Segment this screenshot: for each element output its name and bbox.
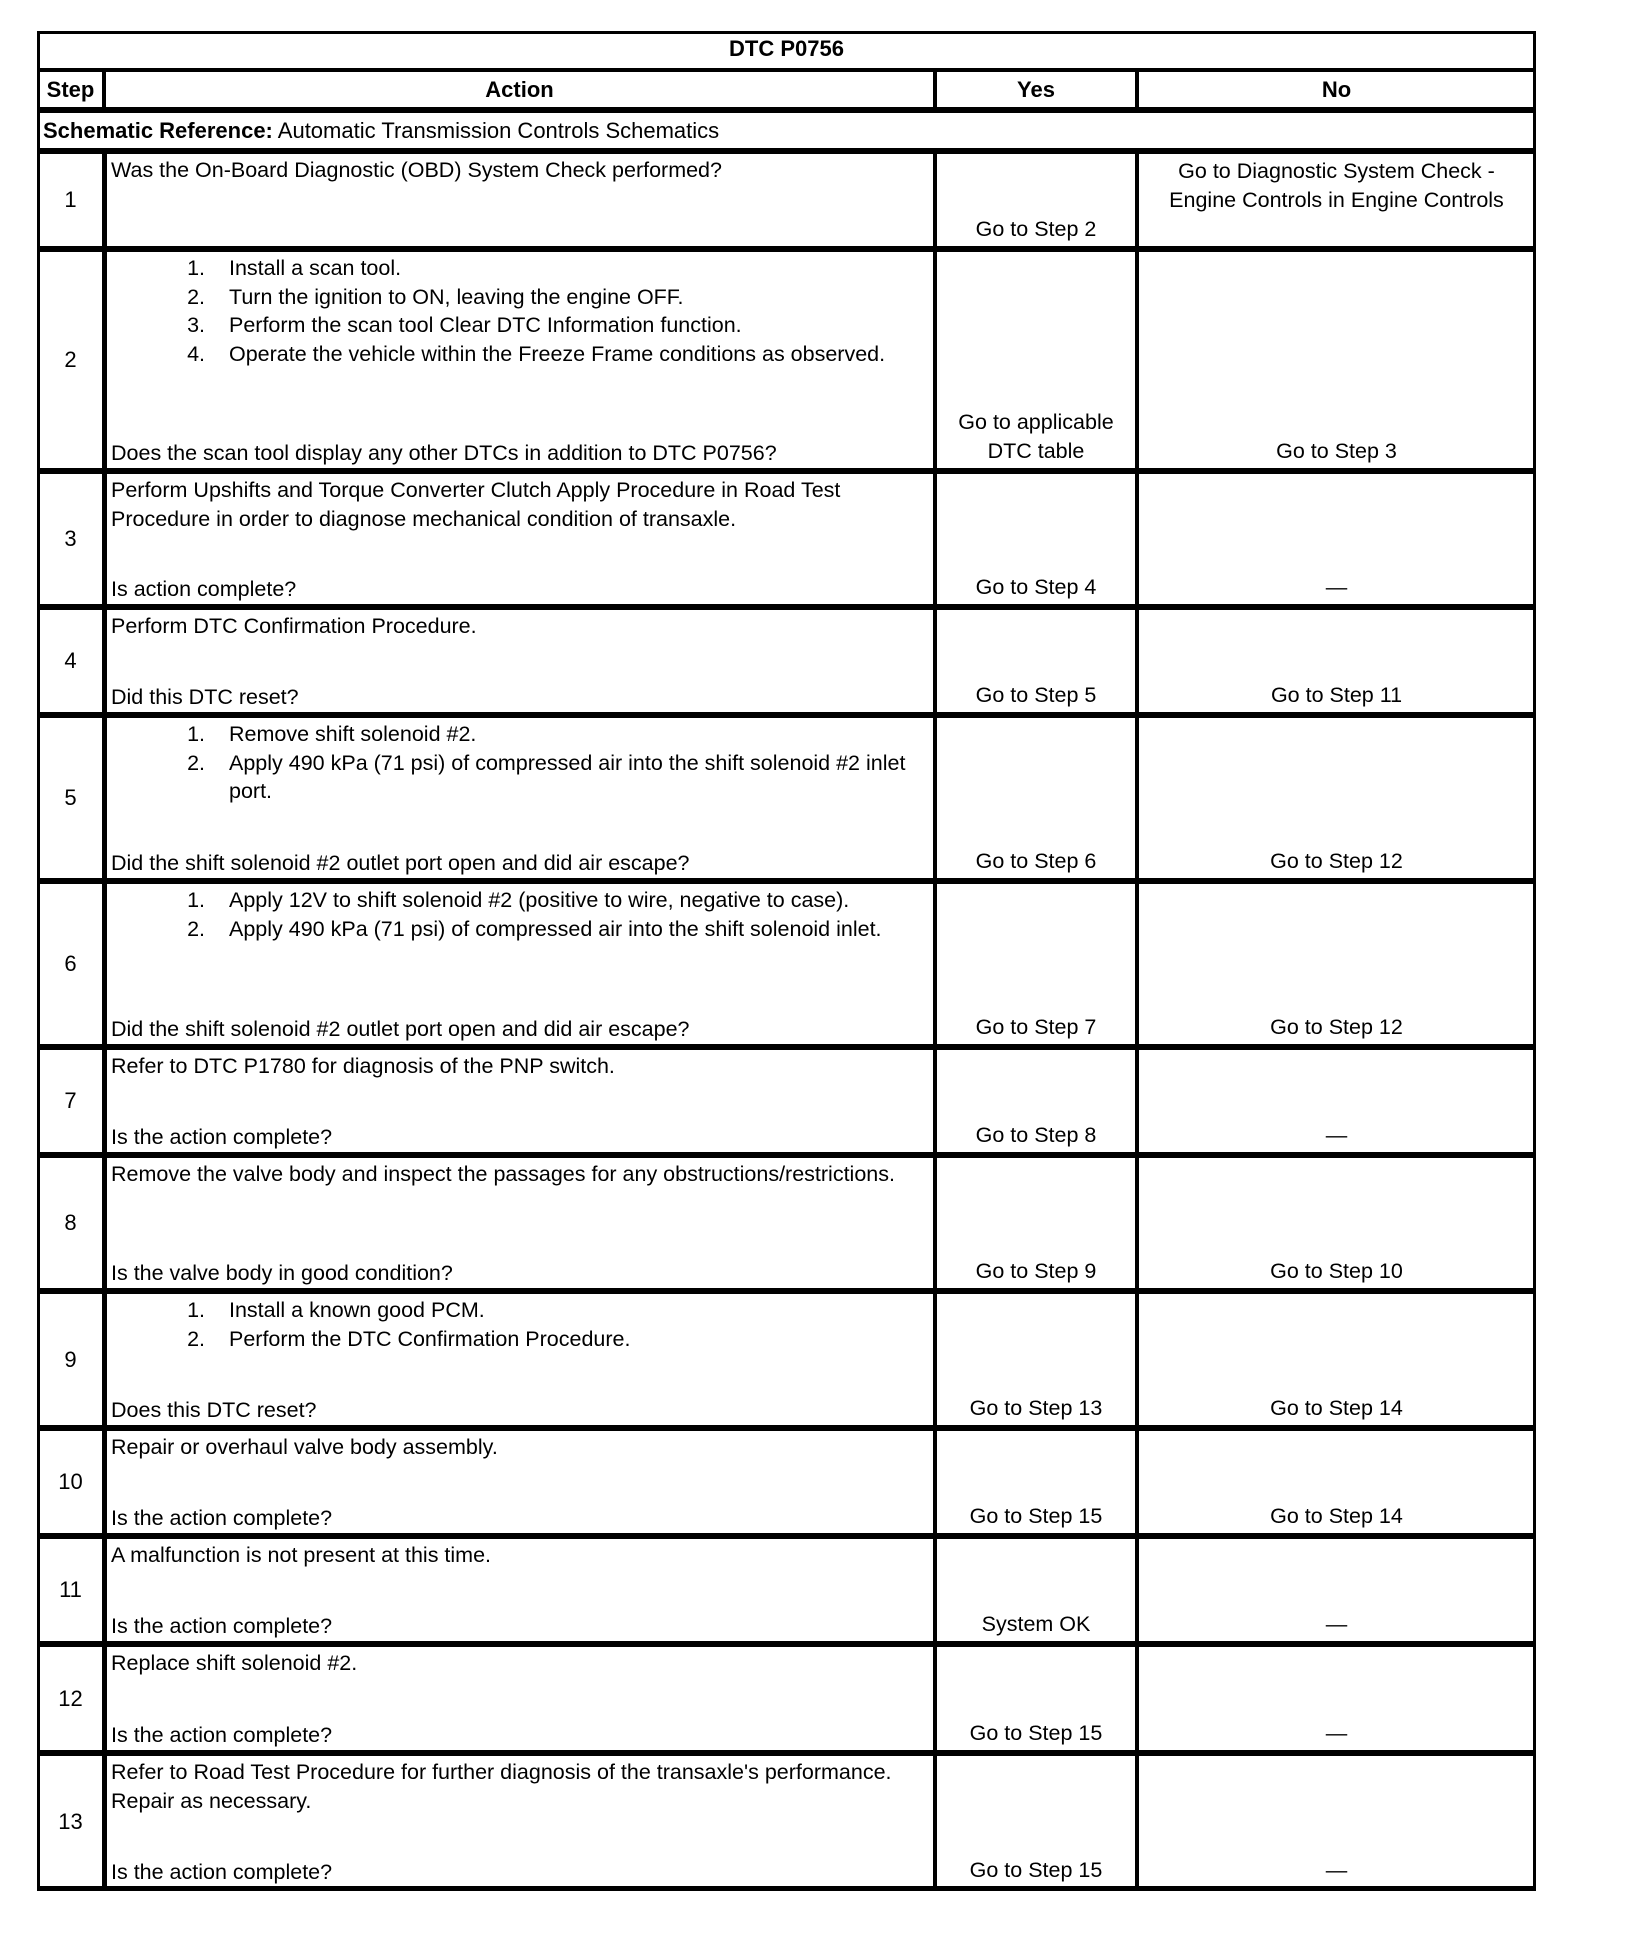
action-cell (104, 471, 935, 607)
action-text: Perform DTC Confirmation Procedure. (111, 614, 477, 638)
action-cell (104, 1047, 935, 1155)
action-question: Is the action complete? (111, 1613, 333, 1638)
action-instructions (111, 1160, 929, 1189)
schematic-label: Schematic Reference: (43, 118, 273, 143)
header-yes: Yes (1017, 77, 1055, 102)
action-step-item: 1. Install a scan tool. (211, 254, 929, 283)
action-question: Is action complete? (111, 576, 297, 601)
step-number: 2 (64, 347, 77, 372)
row-divider (37, 148, 1536, 154)
no-result (1137, 1291, 1536, 1428)
action-instructions (111, 1052, 929, 1081)
action-question: Is the action complete? (111, 1505, 333, 1530)
no-result (1137, 471, 1536, 607)
action-step-item: 2. Apply 490 kPa (71 psi) of compressed air into the shift solenoid inlet. (211, 915, 929, 944)
no-result (1137, 607, 1536, 715)
yes-result-text: Go to Step 8 (975, 1122, 1097, 1147)
column-divider (1135, 151, 1139, 1890)
no-result-text: — (1325, 1122, 1348, 1147)
no-result (1137, 715, 1536, 881)
no-result-text: Go to Diagnostic System Check - Engine Controls in Engine Controls (1169, 159, 1504, 212)
action-cell (104, 1536, 935, 1644)
action-steps-list (111, 720, 929, 806)
column-divider (933, 151, 937, 1890)
action-instructions (111, 1296, 929, 1353)
no-result-text: Go to Step 12 (1270, 848, 1403, 873)
action-instructions (111, 612, 929, 641)
yes-result (935, 1155, 1137, 1291)
action-step-item: 1. Remove shift solenoid #2. (211, 720, 929, 749)
row-divider (37, 1750, 1536, 1756)
no-result-text: Go to Step 11 (1270, 682, 1403, 707)
no-result-text: Go to Step 14 (1270, 1503, 1403, 1528)
action-cell (104, 1155, 935, 1291)
column-divider (933, 70, 937, 110)
yes-result (935, 715, 1137, 881)
yes-result-text: Go to Step 15 (969, 1720, 1103, 1745)
action-cell (104, 1644, 935, 1753)
yes-result (935, 1753, 1137, 1890)
column-divider (102, 70, 106, 110)
row-divider (37, 107, 1536, 113)
no-result-text: Go to Step 10 (1270, 1258, 1403, 1283)
yes-result (935, 1047, 1137, 1155)
action-step-item: 4. Operate the vehicle within the Freeze Frame conditions as observed. (211, 340, 929, 369)
column-divider (102, 151, 107, 1890)
action-text: Repair or overhaul valve body assembly. (111, 1435, 498, 1459)
no-result (1137, 1428, 1536, 1536)
action-text: Remove the valve body and inspect the passages for any obstructions/restrictions. (111, 1162, 895, 1186)
action-cell (104, 881, 935, 1047)
yes-result-text: Go to Step 6 (975, 848, 1097, 873)
no-result (1137, 1155, 1536, 1291)
action-cell (104, 249, 935, 471)
schematic-reference (37, 110, 1536, 151)
action-text: A malfunction is not present at this time. (111, 1543, 492, 1567)
no-result-text: — (1325, 1611, 1348, 1636)
step-number: 8 (64, 1210, 77, 1235)
action-text: Refer to Road Test Procedure for further diagnosis of the transaxle's performance. Repair as necessary. (111, 1760, 892, 1813)
row-divider (37, 1641, 1536, 1647)
no-result-text: Go to Step 14 (1270, 1395, 1403, 1420)
action-steps-list (111, 886, 929, 943)
action-cell (104, 715, 935, 881)
no-result (1137, 1047, 1536, 1155)
action-question: Did the shift solenoid #2 outlet port open and did air escape? (111, 850, 690, 875)
no-result (1137, 881, 1536, 1047)
step-number: 9 (64, 1346, 77, 1372)
action-cell (104, 1428, 935, 1536)
action-instructions (111, 886, 929, 943)
no-result-text: Go to Step 12 (1270, 1014, 1403, 1039)
row-divider (37, 1425, 1536, 1431)
no-result-text: Go to Step 3 (1276, 438, 1397, 463)
action-step-item: 2. Apply 490 kPa (71 psi) of compressed air into the shift solenoid #2 inlet port. (211, 749, 929, 806)
action-step-item: 2. Turn the ignition to ON, leaving the engine OFF. (211, 283, 929, 312)
row-divider (37, 712, 1536, 718)
yes-result (935, 1536, 1137, 1644)
action-steps-list (111, 1296, 929, 1353)
row-divider (37, 1044, 1536, 1050)
yes-result (935, 471, 1137, 607)
yes-result-text: Go to Step 15 (969, 1857, 1103, 1882)
action-question: Is the action complete? (111, 1722, 333, 1747)
header-step: Step (46, 77, 95, 102)
no-result-text: — (1325, 1857, 1348, 1882)
step-number: 7 (64, 1088, 77, 1113)
action-cell (104, 607, 935, 715)
action-question: Is the action complete? (111, 1859, 333, 1884)
yes-result (935, 607, 1137, 715)
no-result (1137, 151, 1536, 249)
no-result-text: — (1325, 574, 1348, 599)
no-result (1137, 249, 1536, 471)
yes-result-text: Go to Step 9 (975, 1258, 1097, 1283)
action-instructions (111, 1433, 929, 1462)
step-number: 4 (64, 648, 77, 673)
action-step-item: 2. Perform the DTC Confirmation Procedure. (211, 1325, 929, 1354)
no-result (1137, 1536, 1536, 1644)
row-divider (37, 1288, 1536, 1294)
yes-result-text: Go to Step 4 (975, 574, 1097, 599)
row-divider (37, 1533, 1536, 1539)
step-number: 11 (59, 1577, 82, 1602)
action-text: Was the On-Board Diagnostic (OBD) System Check performed? (111, 158, 722, 182)
row-divider (37, 878, 1536, 884)
yes-result-text: Go to Step 15 (969, 1503, 1103, 1528)
row-divider (37, 468, 1536, 474)
action-instructions (111, 720, 929, 806)
yes-result-text: Go to Step 13 (969, 1395, 1103, 1420)
action-step-item: 1. Install a known good PCM. (211, 1296, 929, 1325)
action-instructions (111, 1649, 929, 1678)
step-number: 13 (58, 1808, 83, 1834)
header-action: Action (485, 77, 554, 102)
action-cell (104, 1291, 935, 1428)
step-number: 12 (58, 1685, 83, 1711)
action-text: Perform Upshifts and Torque Converter Clutch Apply Procedure in Road Test Procedure in order to diagnose mechanical condition of transaxle. (111, 478, 841, 531)
yes-result (935, 249, 1137, 471)
action-instructions (111, 476, 929, 533)
action-question: Did this DTC reset? (111, 684, 299, 709)
step-number: 5 (64, 785, 77, 810)
action-question: Does this DTC reset? (111, 1397, 317, 1422)
action-instructions (111, 254, 929, 368)
step-number: 6 (64, 951, 77, 976)
action-instructions (111, 156, 929, 185)
action-text: Replace shift solenoid #2. (111, 1651, 358, 1675)
schematic-value: Automatic Transmission Controls Schematics (272, 118, 720, 143)
row-divider (37, 68, 1536, 72)
yes-result (935, 1291, 1137, 1428)
step-number: 10 (58, 1469, 83, 1494)
no-result (1137, 1753, 1536, 1890)
row-divider (37, 246, 1536, 252)
yes-result-text: Go to Step 5 (975, 682, 1097, 707)
row-divider (37, 1886, 1536, 1891)
yes-result (935, 1428, 1137, 1536)
table-title: DTC P0756 (729, 36, 844, 61)
step-number: 1 (64, 187, 77, 212)
action-step-item: 1. Apply 12V to shift solenoid #2 (positive to wire, negative to case). (211, 886, 929, 915)
action-cell (104, 1753, 935, 1890)
row-divider (37, 1152, 1536, 1158)
row-divider (37, 604, 1536, 610)
step-number: 3 (64, 526, 77, 551)
yes-result-text: Go to Step 7 (975, 1014, 1097, 1039)
yes-result (935, 1644, 1137, 1753)
action-question: Is the action complete? (111, 1124, 333, 1149)
action-question: Is the valve body in good condition? (111, 1260, 453, 1285)
yes-result-text: Go to Step 2 (975, 216, 1097, 241)
action-text: Refer to DTC P1780 for diagnosis of the PNP switch. (111, 1054, 615, 1078)
action-step-item: 3. Perform the scan tool Clear DTC Information function. (211, 311, 929, 340)
action-cell (104, 151, 935, 249)
action-steps-list (111, 254, 929, 368)
action-instructions (111, 1758, 929, 1815)
yes-result-text: Go to applicable DTC table (958, 410, 1114, 463)
column-divider (1135, 70, 1139, 110)
action-instructions (111, 1541, 929, 1570)
yes-result-text: System OK (981, 1611, 1091, 1636)
header-no: No (1321, 77, 1352, 102)
action-question: Did the shift solenoid #2 outlet port open and did air escape? (111, 1016, 690, 1041)
yes-result (935, 151, 1137, 249)
no-result-text: — (1325, 1720, 1348, 1745)
action-question: Does the scan tool display any other DTCs in addition to DTC P0756? (111, 440, 777, 465)
yes-result (935, 881, 1137, 1047)
no-result (1137, 1644, 1536, 1753)
